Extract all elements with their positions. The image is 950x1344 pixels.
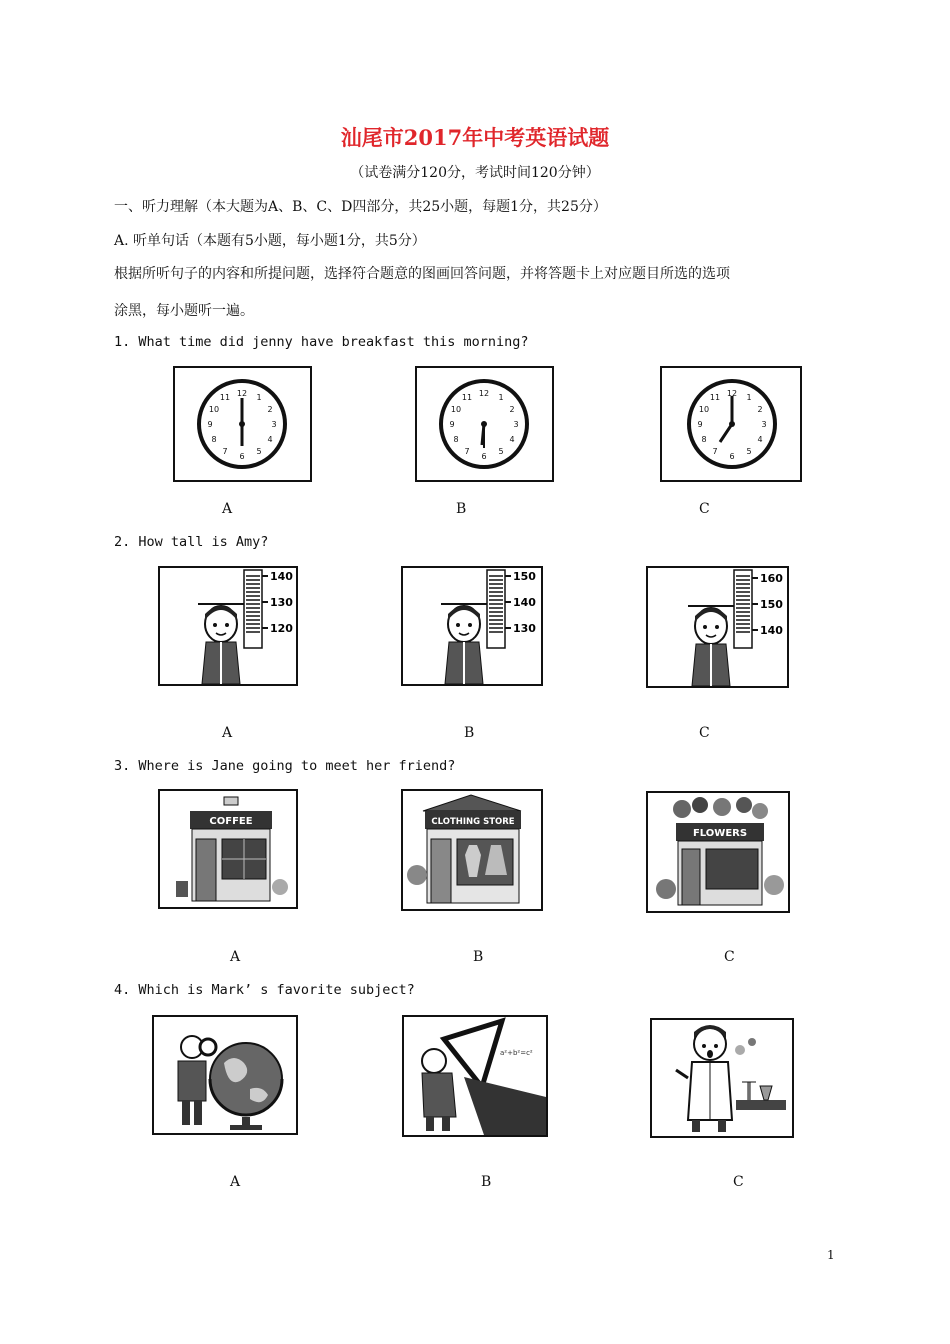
scale-label: 140 [513,596,536,609]
geography-globe-icon [154,1017,296,1133]
option-label: A [222,725,233,741]
shop-picture-a [158,789,298,909]
svg-text:12: 12 [236,389,248,398]
coffee-shop-icon [160,791,296,907]
girl-icon [160,568,296,684]
svg-text:10: 10 [450,405,462,414]
part-heading: A. 听单句话（本题有5小题，每小题1分，共5分） [114,233,426,249]
clock-picture-c [660,366,802,482]
option-label: C [699,725,710,741]
clock-icon [175,368,310,480]
svg-text:1: 1 [256,393,262,402]
scale-label: 120 [270,622,293,635]
shop-sign: FLOWERS [692,828,748,839]
option-label: B [473,949,484,965]
scale-label: 130 [513,622,536,635]
scale-label: 150 [513,570,536,583]
svg-text:1: 1 [498,393,504,402]
girl-icon [648,568,787,686]
svg-text:5: 5 [746,447,752,456]
svg-text:5: 5 [256,447,262,456]
svg-text:9: 9 [697,420,703,429]
svg-text:9: 9 [449,420,455,429]
subject-picture-a [152,1015,298,1135]
section-heading: 一、听力理解（本大题为A、B、C、D四部分，共25小题，每题1分，共25分） [114,199,607,215]
svg-text:9: 9 [207,420,213,429]
svg-text:6: 6 [239,452,245,461]
svg-text:2: 2 [267,405,273,414]
scale-label: 140 [270,570,293,583]
math-triangle-icon [404,1017,546,1135]
scale-label: 150 [760,598,783,611]
option-label: C [733,1174,744,1190]
shop-picture-b [401,789,543,911]
question-4: 4. Which is Mark’ s favorite subject? [114,982,415,998]
instructions-line-1: 根据所听句子的内容和所提问题，选择符合题意的图画回答问题，并将答题卡上对应题目所选的选项 [114,266,730,282]
svg-text:2: 2 [757,405,763,414]
height-picture-b [401,566,543,686]
shop-sign: CLOTHING STORE [431,817,515,827]
subject-picture-b [402,1015,548,1137]
height-picture-c [646,566,789,688]
svg-text:5: 5 [498,447,504,456]
page-subtitle: （试卷满分120分，考试时间120分钟） [350,165,600,181]
svg-text:8: 8 [211,435,217,444]
svg-text:3: 3 [761,420,767,429]
svg-text:a²+b²=c²: a²+b²=c² [500,1049,533,1057]
page-number: 1 [827,1248,835,1262]
chemistry-lab-icon [652,1020,792,1136]
question-1: 1. What time did jenny have breakfast this morning? [114,334,529,350]
question-2: 2. How tall is Amy? [114,534,269,550]
option-label: B [456,501,467,517]
svg-text:12: 12 [726,389,738,398]
clock-picture-a [173,366,312,482]
svg-text:4: 4 [509,435,515,444]
option-label: B [481,1174,492,1190]
svg-text:7: 7 [712,447,718,456]
page-title: 汕尾市2017年中考英语试题 [340,125,610,150]
svg-text:11: 11 [461,393,473,402]
option-label: A [230,949,241,965]
svg-text:1: 1 [746,393,752,402]
svg-text:11: 11 [219,393,231,402]
option-label: A [230,1174,241,1190]
option-label: A [222,501,233,517]
option-label: C [699,501,710,517]
option-label: B [464,725,475,741]
svg-text:12: 12 [478,389,490,398]
svg-text:8: 8 [453,435,459,444]
clock-picture-b [415,366,554,482]
svg-text:11: 11 [709,393,721,402]
svg-text:8: 8 [701,435,707,444]
subject-picture-c [650,1018,794,1138]
clock-icon [662,368,800,480]
scale-label: 130 [270,596,293,609]
svg-text:3: 3 [513,420,519,429]
svg-text:7: 7 [464,447,470,456]
svg-text:10: 10 [698,405,710,414]
clock-icon [417,368,552,480]
svg-text:7: 7 [222,447,228,456]
girl-icon [403,568,541,684]
question-3: 3. Where is Jane going to meet her friend? [114,758,456,774]
height-picture-a [158,566,298,686]
svg-text:10: 10 [208,405,220,414]
flower-shop-icon [648,793,788,911]
svg-text:6: 6 [729,452,735,461]
clothing-store-icon [403,791,541,909]
shop-picture-c [646,791,790,913]
option-label: C [724,949,735,965]
instructions-line-2: 涂黑，每小题听一遍。 [114,303,254,319]
svg-text:4: 4 [757,435,763,444]
scale-label: 140 [760,624,783,637]
svg-text:6: 6 [481,452,487,461]
svg-text:2: 2 [509,405,515,414]
svg-text:3: 3 [271,420,277,429]
svg-text:4: 4 [267,435,273,444]
shop-sign: COFFEE [209,816,253,827]
scale-label: 160 [760,572,783,585]
